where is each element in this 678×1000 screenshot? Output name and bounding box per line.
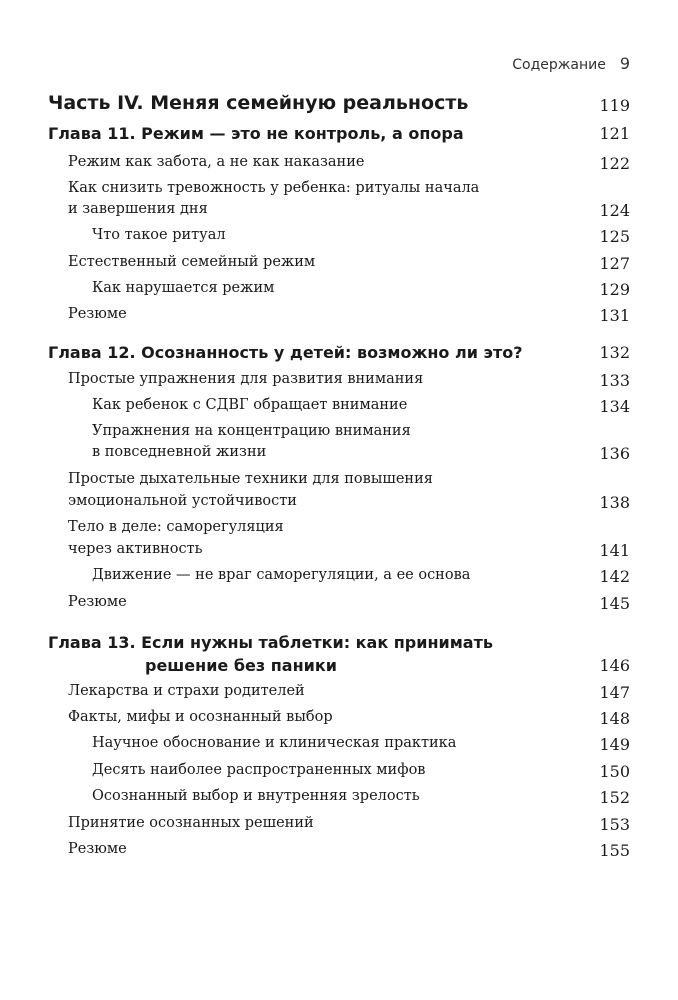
entry-title: Естественный семейный режим <box>68 254 316 270</box>
entry-title: Упражнения на концентрацию внимания <box>92 423 411 439</box>
entry-page: 133 <box>599 371 630 390</box>
chapter-12-page: 132 <box>599 343 630 362</box>
entry-title: Лекарства и страхи родителей <box>68 683 305 699</box>
entry-title: Научное обоснование и клиническая практика <box>92 735 457 751</box>
chapter-13-title: Глава 13. Если нужны таблетки: как принимать <box>48 633 493 652</box>
chapter-13-page: 146 <box>599 656 630 675</box>
entry-title: Движение — не враг саморегуляции, а ее основа <box>92 567 471 583</box>
entry-title: Резюме <box>68 594 127 610</box>
entry-title: Простые дыхательные техники для повышения <box>68 471 433 487</box>
entry-title: Десять наиболее распространенных мифов <box>92 762 426 778</box>
entry-page: 155 <box>599 841 630 860</box>
entry-title: Резюме <box>68 841 127 857</box>
running-header <box>512 54 630 73</box>
entry-title: Что такое ритуал <box>92 227 226 243</box>
chapter-13-title-line2: решение без паники <box>145 656 337 675</box>
entry-title: Осознанный выбор и внутренняя зрелость <box>92 788 420 804</box>
entry-page: 141 <box>599 541 630 560</box>
entry-title: Режим как забота, а не как наказание <box>68 154 365 170</box>
entry-page: 149 <box>599 735 630 754</box>
entry-page: 138 <box>599 493 630 512</box>
entry-title: Тело в деле: саморегуляция <box>68 519 284 535</box>
entry-title-line2: и завершения дня <box>68 201 208 217</box>
entry-title: Простые упражнения для развития внимания <box>68 371 424 387</box>
entry-page: 153 <box>599 815 630 834</box>
entry-title: Резюме <box>68 306 127 322</box>
entry-page: 145 <box>599 594 630 613</box>
entry-title: Как снизить тревожность у ребенка: ритуалы начала <box>68 180 480 196</box>
entry-page: 134 <box>599 397 630 416</box>
chapter-12-title: Глава 12. Осознанность у детей: возможно ли это? <box>48 343 523 362</box>
part-title: Часть IV. Меняя семейную реальность <box>48 92 469 114</box>
entry-page: 142 <box>599 567 630 586</box>
entry-page: 148 <box>599 709 630 728</box>
chapter-11-page: 121 <box>599 124 630 143</box>
entry-title-line2: эмоциональной устойчивости <box>68 493 297 509</box>
entry-title: Факты, мифы и осознанный выбор <box>68 709 333 725</box>
part-page: 119 <box>599 96 630 115</box>
entry-page: 150 <box>599 762 630 781</box>
entry-page: 124 <box>599 201 630 220</box>
entry-page: 131 <box>599 306 630 325</box>
entry-title-line2: через активность <box>68 541 203 557</box>
entry-page: 152 <box>599 788 630 807</box>
entry-title: Как ребенок с СДВГ обращает внимание <box>92 397 408 413</box>
header-page-number: 9 <box>619 54 630 73</box>
entry-title: Как нарушается режим <box>92 280 275 296</box>
entry-page: 127 <box>599 254 630 273</box>
header-section-title: Содержание <box>512 57 606 73</box>
entry-page: 147 <box>599 683 630 702</box>
entry-page: 129 <box>599 280 630 299</box>
chapter-11-title: Глава 11. Режим — это не контроль, а опора <box>48 124 464 143</box>
entry-page: 125 <box>599 227 630 246</box>
entry-title-line2: в повседневной жизни <box>92 444 267 460</box>
entry-page: 136 <box>599 444 630 463</box>
entry-title: Принятие осознанных решений <box>68 815 314 831</box>
entry-page: 122 <box>599 154 630 173</box>
